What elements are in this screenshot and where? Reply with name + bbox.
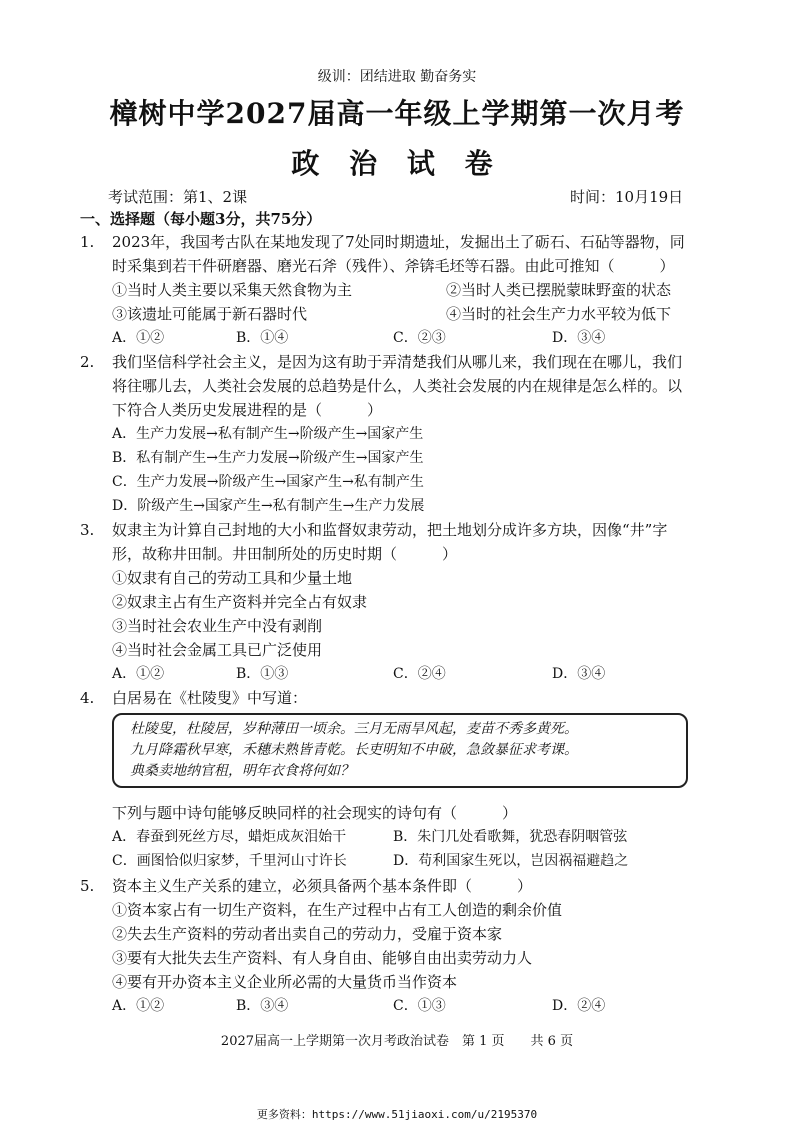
question-text: 下符合人类历史发展进程的是（ ）: [112, 401, 383, 419]
answer-option: C．②③: [393, 330, 446, 346]
exam-scope: 考试范围：第1、2课: [108, 188, 248, 206]
poem-line: 典桑卖地纳官租，明年衣食将何如？: [130, 763, 354, 779]
statement-item: ①当时人类主要以采集天然食物为主: [112, 281, 353, 299]
answer-option: A．①②: [112, 666, 165, 682]
answer-option: A．①②: [112, 998, 165, 1014]
source-link[interactable]: 更多资料：https://www.51jiaoxi.com/u/2195370: [256, 1108, 538, 1121]
statement-item: ②失去生产资料的劳动者出卖自己的劳动力，受雇于资本家: [112, 925, 503, 943]
section-heading: 一、选择题（每小题3分，共75分）: [80, 210, 322, 228]
answer-option: D．③④: [552, 666, 606, 682]
question-text: 下列与题中诗句能够反映同样的社会现实的诗句有（ ）: [112, 804, 518, 822]
statement-item: ④当时社会金属工具已广泛使用: [112, 641, 323, 659]
statement-item: ③当时社会农业生产中没有剥削: [112, 617, 323, 635]
question-text: 形，故称井田制。井田制所处的历史时期（ ）: [112, 545, 458, 563]
answer-option: D．苟利国家生死以，岂因祸福避趋之: [393, 853, 629, 869]
poem-box: [112, 713, 688, 788]
answer-option: B．私有制产生→生产力发展→阶级产生→国家产生: [112, 450, 424, 466]
question-text: 时采集到若干件研磨器、磨光石斧（残件）、斧锛毛坯等石器。由此可推知（ ）: [112, 257, 675, 275]
answer-option: A．春蚕到死丝方尽，蜡炬成灰泪始干: [112, 829, 347, 845]
statement-item: ④要有开办资本主义企业所必需的大量货币当作资本: [112, 973, 458, 991]
statement-item: ①资本家占有一切生产资料，在生产过程中占有工人创造的剩余价值: [112, 901, 563, 919]
exam-title: 樟树中学2027届高一年级上学期第一次月考: [109, 97, 685, 130]
answer-option: D．②④: [552, 998, 606, 1014]
answer-option: A．①②: [112, 330, 165, 346]
statement-item: ①奴隶有自己的劳动工具和少量土地: [112, 569, 353, 587]
answer-option: A．生产力发展→私有制产生→阶级产生→国家产生: [112, 426, 424, 442]
exam-subtitle: 政 治 试 卷: [291, 147, 503, 180]
motto: 级训：团结进取 勤奋务实: [317, 69, 477, 85]
answer-option: C．①③: [393, 998, 446, 1014]
question-text: 将往哪儿去，人类社会发展的总趋势是什么，人类社会发展的内在规律是怎么样的。以: [112, 377, 683, 395]
question-text: 2023年，我国考古队在某地发现了7处同时期遗址，发掘出土了砺石、石砧等器物，同: [112, 233, 685, 251]
statement-item: ②奴隶主占有生产资料并完全占有奴隶: [112, 593, 368, 611]
answer-option: D．③④: [552, 330, 606, 346]
question-text: 白居易在《杜陵叟》中写道：: [112, 689, 308, 707]
question-number: 3.: [80, 521, 95, 539]
exam-time: 时间：10月19日: [570, 188, 684, 206]
question-text: 奴隶主为计算自己封地的大小和监督奴隶劳动，把土地划分成许多方块，因像“井”字: [112, 521, 668, 539]
question-text: 我们坚信科学社会主义，是因为这有助于弄清楚我们从哪儿来，我们现在在哪儿，我们: [112, 353, 683, 371]
answer-option: C．②④: [393, 666, 446, 682]
answer-option: D．阶级产生→国家产生→私有制产生→生产力发展: [112, 498, 425, 514]
answer-option: B．朱门几处看歌舞，犹恐春阴咽管弦: [393, 829, 628, 845]
question-text: 资本主义生产关系的建立，必须具备两个基本条件即（ ）: [112, 877, 533, 895]
question-number: 2.: [80, 353, 95, 371]
page-footer: 2027届高一上学期第一次月考政治试卷 第 1 页 共 6 页: [220, 1034, 574, 1049]
question-number: 1.: [80, 233, 95, 251]
statement-item: ③要有大批失去生产资料、有人身自由、能够自由出卖劳动力人: [112, 949, 533, 967]
answer-option: B．③④: [236, 998, 289, 1014]
answer-option: B．①③: [236, 666, 289, 682]
answer-option: B．①④: [236, 330, 289, 346]
poem-line: 杜陵叟，杜陵居，岁种薄田一顷余。三月无雨旱风起，麦苗不秀多黄死。: [130, 721, 578, 737]
poem-line: 九月降霜秋早寒，禾穗未熟皆青乾。长吏明知不申破，急敛暴征求考课。: [130, 742, 578, 758]
answer-option: C．画图恰似归家梦，千里河山寸许长: [112, 853, 347, 869]
question-number: 4.: [80, 689, 95, 707]
statement-item: ②当时人类已摆脱蒙昧野蛮的状态: [446, 281, 672, 299]
statement-item: ③该遗址可能属于新石器时代: [112, 305, 308, 323]
statement-item: ④当时的社会生产力水平较为低下: [446, 305, 672, 323]
answer-option: C．生产力发展→阶级产生→国家产生→私有制产生: [112, 474, 424, 490]
question-number: 5.: [80, 877, 95, 895]
